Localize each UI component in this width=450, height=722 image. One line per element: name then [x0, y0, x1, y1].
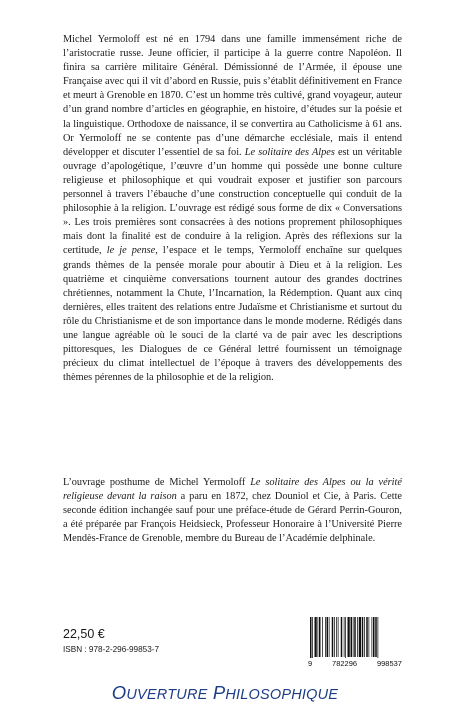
text-run: est un véritable ouvrage d’apologétique, l’œuvre d’un homme qui possède une bonne culture religieuse et philosophique et qui voudrait exposer et justifier son parcours personnel à travers l’ébauche d’une construction conceptuelle qui conduit de la philosophie à la religion. L’ouvrage est rédigé sous forme de dix « Conversations ». Les trois premières sont consacrées à des notions proprement philosophiques mais dont la finalité est de conduire à la religion. Après des réflexions sur la certitude, [63, 146, 402, 257]
barcode-bar [354, 617, 356, 657]
price-label: 22,50 € [63, 627, 105, 641]
barcode-bar [310, 617, 312, 661]
italic-title-run: Le solitaire des Alpes ou la vérité religieuse devant la raison [63, 477, 402, 503]
barcode-bar [325, 617, 326, 657]
collection-word2-cap: P [212, 682, 226, 703]
barcode-bar [319, 617, 321, 657]
barcode-bar [322, 617, 323, 657]
text-run: , l’espace et le temps, Yermoloff enchaîne sur quelques grands thèmes de la pensée morale pour aboutir à Dieu et à la religion. Les quatrième et cinquième conversations tournent autour des grandes doctrines chrétiennes, notamment la Chute, l’Incarnation, la Rédemption. Quant aux cinq dernières, elles traitent des relations entre Judaïsme et Christianisme et surtout du rôle du Christianisme et de son importance dans le monde moderne. Rédigés dans une langue agréable où le souci de la clarté va de pair avec les descriptions pittoresques, les Dialogues de ce Général lettré fournissent un témoignage précieux du climat intellectuel de l’époque à travers des développements des thèmes pérennes de la philosophie et de la religion. [63, 245, 402, 384]
italic-title-run: Le solitaire des Alpes [244, 146, 335, 158]
barcode-bar [348, 617, 350, 657]
collection-word2-rest: HILOSOPHIQUE [225, 687, 339, 703]
barcode-bar [318, 617, 319, 657]
barcode-bar [373, 617, 375, 657]
barcode-bar [336, 617, 337, 657]
barcode-bar [312, 617, 313, 661]
text-run: Michel Yermoloff est né en 1794 dans une famille immensément riche de l’aristocratie russe. Jeune officier, il participe à la guerre contre Napoléon. Il finira sa carrière militaire Général. Démissionné de l’Armée, il épouse une Française avec qui il vit d’abord en Russie, puis s’établit définitivement en France et meurt à Grenoble en 1870. C’est un homme très cultivé, grand voyageur, auteur d’un grand nombre d’articles en géographie, en histoire, d’études sur la poésie et la linguistique. Orthodoxe de naissance, il se convertira au Catholicisme à 61 ans. Or Yermoloff ne se contente pas d’une démarche ecclésiale, mais il entend développer et discuter l’essentiel de sa foi. [63, 34, 402, 158]
isbn-label: ISBN : 978-2-296-99853-7 [63, 645, 160, 654]
synopsis-paragraph [63, 33, 402, 385]
barcode-bar [366, 617, 368, 657]
barcode-bar [378, 617, 379, 661]
barcode-digit-group-right: 998537 [376, 659, 402, 668]
barcode-bar [338, 617, 339, 657]
barcode-bar [345, 617, 346, 661]
barcode-bar [329, 617, 330, 657]
barcode-bar [357, 617, 358, 657]
barcode-bar [341, 617, 343, 657]
text-run: a paru en 1872, chez Douniol et Cie, à Paris. Cette seconde édition inchangée sauf pour une préface-étude de Gérard Perrin-Gouron, a été préparée par François Heidsieck, Professeur Honoraire à l’Université Pierre Mendès-France de Grenoble, membre du Bureau de l’Académie delphinale. [63, 491, 402, 545]
italic-title-run: le je pense [106, 245, 156, 257]
barcode-bar [315, 617, 317, 657]
barcode-digit-lead: 9 [308, 659, 313, 668]
edition-note-text [63, 476, 402, 546]
barcode-bar [375, 617, 377, 657]
barcode-bars [307, 617, 403, 661]
barcode-digits [307, 658, 403, 669]
collection-word1-rest: UVERTURE [126, 687, 208, 703]
collection-word1-cap: O [111, 682, 127, 703]
barcode-bar [334, 617, 335, 657]
edition-note-paragraph [63, 476, 402, 546]
collection-title [0, 682, 450, 704]
barcode-bar [327, 617, 329, 657]
barcode-bar [344, 617, 345, 657]
barcode-bar [359, 617, 361, 657]
barcode-bar [351, 617, 353, 657]
barcode-bar [362, 617, 364, 657]
barcode-bar [332, 617, 334, 657]
barcode-bar [372, 617, 373, 657]
barcode-bar [364, 617, 365, 657]
synopsis-text [63, 33, 402, 385]
barcode-bar [353, 617, 354, 657]
barcode-bar [369, 617, 370, 657]
text-run: L’ouvrage posthume de Michel Yermoloff [63, 477, 251, 488]
barcode-digit-group-left: 782296 [332, 659, 358, 668]
